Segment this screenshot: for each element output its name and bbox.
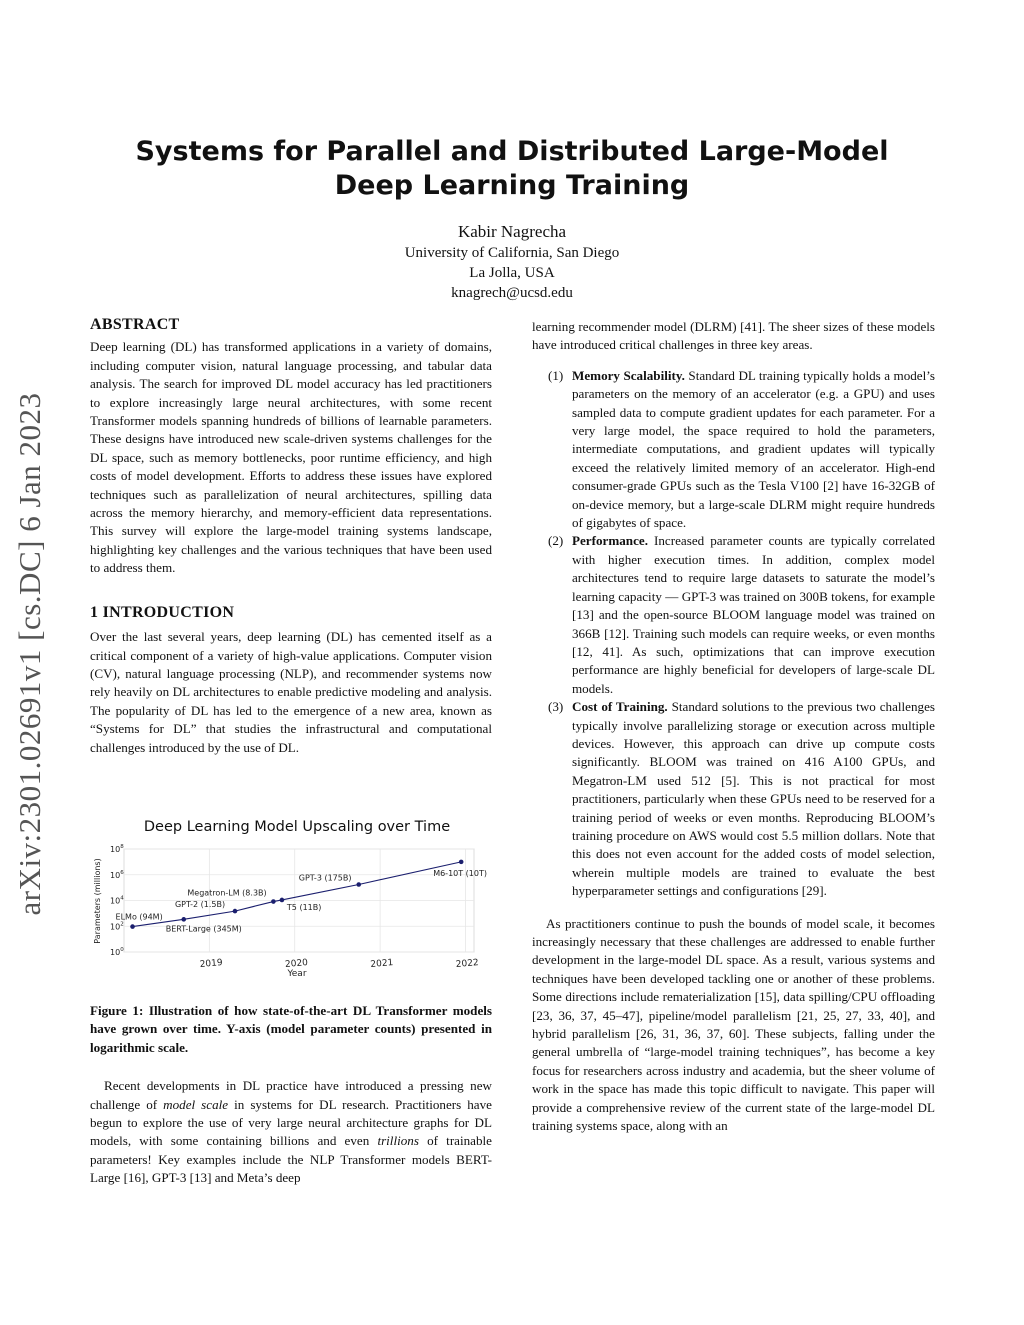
chart-data-point xyxy=(271,899,276,904)
author-email: knagrech@ucsd.edu xyxy=(451,285,573,301)
chart-point-label: GPT-2 (1.5B) xyxy=(174,900,226,910)
challenge-1-text: Standard DL training typically holds a model’s parameters on the memory of an accelerator (e.g. a GPU) and uses sampled data to compute gradient updates for each parameter. For a very large model, the space required to hold the parameters, intermediate computations, and gradient updates will typically exceed the relatively limited memory of an accelerator. High-end consumer-grade GPUs such as the Tesla V100 [2] have 16-32GB of on-device memory, but a large-scale DLRM might require hundreds of gigabytes of space. xyxy=(572,367,935,531)
chart-y-label: Parameters (millions) xyxy=(93,858,102,944)
challenge-2-title: Performance. xyxy=(572,533,648,549)
challenge-2-text: Increased parameter counts are typically correlated with higher execution times. In addition, complex model architectures tend to require large datasets to saturate the model’s learning capacity — GPT-3 was trained on 300B tokens, for example [13] and the open-source BLOOM language model was trained on 366B [12]. Training such models can require weeks, or even months [12, 41]. As such, optimizations that can improve execution performance are highly beneficial for developers of large-scale DL models. xyxy=(572,533,935,696)
chart-data-point xyxy=(181,917,186,922)
left-column-top xyxy=(90,316,492,757)
chart-point-label: M6-10T (10T) xyxy=(433,868,487,878)
arxiv-side-label: arXiv:2301.02691v1 [cs.DC] 6 Jan 2023 xyxy=(12,392,47,916)
chart-point-label: BERT-Large (345M) xyxy=(165,924,242,934)
right-paragraph-bottom: As practitioners continue to push the bounds of model scale, it becomes increasingly necessary that these challenges are addressed to enable further development in the large-model DL space. As a result, various systems and techniques have been developed tackling one or another of these problems. Some directions include rematerialization [15], data spilling/CPU offloading [23, 36, 37, 45–47], pipeline/model parallelism [21, 25, 27, 33, 40], and hybrid parallelism [26, 31, 36, 37, 60]. These subjects, falling under the general umbrella of “large-model training techniques”, has become a key focus for researchers across industry and academia, but the sheer volume of work in the space has made this topic difficult to navigate. This paper will provide a comprehensive review of the current state of the large-model DL training systems space, along with an xyxy=(532,915,935,1134)
chart-data-point xyxy=(356,882,361,887)
chart-y-tick-label: $10^8$ xyxy=(110,844,124,854)
chart-x-tick-label: 2019 xyxy=(199,958,224,970)
challenge-3-text: Standard solutions to the previous two challenges typically involve parallelizing storage or execution across multiple devices. However, this approach can drive up compute costs significantly. BLOOM was trained on 416 A100 GPUs, and Megatron-LM used 512 [5]. This is not practical for most practitioners, particularly when these GPUs need to be reserved for a training period of weeks or even months. Reproducing BLOOM’s training procedure on AWS would cost 5.5 million dollars. Note that this does not even account for the added costs of model selection, wherein multiple models are trained to evaluate the best hyperparameter settings and configurations [29]. xyxy=(572,699,935,899)
abstract-text: Deep learning (DL) has transformed applications in a variety of domains, including computer vision, natural language processing, and tabular data analysis. The search for improved DL model accuracy has led practitioners to explore increasingly large neural architectures, with some recent Transformer models spanning hundreds of billions of learnable parameters. These designs have introduced new scale-driven systems challenges for the DL space, such as memory bottlenecks, poor runtime efficiency, and high costs of model development. Efforts to address these issues have explored techniques such as parallelization of neural architectures, spilling data across the memory hierarchy, and memory-efficient data representations. This survey will explore the large-model training systems landscape, highlighting key challenges and the various techniques that have been used to address them. xyxy=(90,339,492,576)
right-column xyxy=(532,318,935,1135)
chart-title: Deep Learning Model Upscaling over Time xyxy=(143,819,451,835)
challenge-2-number: (2) xyxy=(548,533,564,549)
paper-title: Systems for Parallel and Distributed Large-Model Deep Learning Training xyxy=(135,136,889,201)
chart-y-tick-label: $10^2$ xyxy=(110,921,124,932)
figure-1-chart xyxy=(90,812,492,988)
author-block xyxy=(312,221,712,303)
chart-series-line xyxy=(133,862,462,927)
chart-y-tick-label: $10^0$ xyxy=(110,947,124,957)
author-affiliation: University of California, San Diego xyxy=(404,245,620,261)
chart-point-label: ELMo (94M) xyxy=(115,912,163,922)
chart-y-tick-label: $10^6$ xyxy=(110,869,124,880)
challenges-list xyxy=(532,367,935,901)
challenge-item-1 xyxy=(532,367,935,533)
challenge-1-title: Memory Scalability. xyxy=(572,367,685,383)
challenge-1-number: (1) xyxy=(548,367,564,383)
right-paragraph-top: learning recommender model (DLRM) [41]. The sheer sizes of these models have introduced critical challenges in three key areas. xyxy=(532,319,935,353)
challenge-3-title: Cost of Training. xyxy=(572,699,668,715)
intro-p2-em-model-scale: model scale xyxy=(163,1096,229,1112)
chart-data-point xyxy=(280,898,285,903)
chart-x-tick-label: 2020 xyxy=(284,958,309,970)
chart-x-label: Year xyxy=(287,969,307,979)
chart-point-label: T5 (11B) xyxy=(286,902,322,912)
chart-svg xyxy=(90,812,492,988)
chart-point-label: GPT-3 (175B) xyxy=(298,873,352,883)
chart-point-label: Megatron-LM (8.3B) xyxy=(187,888,267,898)
chart-x-tick-label: 2021 xyxy=(370,958,394,970)
intro-paragraph-2 xyxy=(90,1077,492,1187)
intro-paragraph-1: Over the last several years, deep learning (DL) has cemented itself as a critical component of a variety of high-value applications. Computer vision (CV), natural language processing (NLP), and recommender systems now rely heavily on DL architectures to enable predictive modeling and analysis. The popularity of DL has led to the emergence of a new area, known as “Systems for DL” that studies the infrastructural and computational challenges introduced by the use of DL. xyxy=(90,629,492,755)
author-name: Kabir Nagrecha xyxy=(457,222,567,241)
chart-y-tick-label: $10^4$ xyxy=(110,895,124,906)
author-location: La Jolla, USA xyxy=(469,265,555,281)
intro-heading: 1 INTRODUCTION xyxy=(90,603,235,621)
challenge-item-2 xyxy=(532,532,935,698)
figure-caption: Figure 1: Illustration of how state-of-the-art DL Transformer models have grown over time. Y-axis (model parameter counts) presented in logarithmic scale. xyxy=(90,1003,492,1055)
chart-data-point xyxy=(130,924,135,929)
chart-x-tick-label: 2022 xyxy=(455,958,480,970)
intro-p2-part-a: Recent developments in DL practice have introduced a pressing new challenge of xyxy=(90,1078,492,1112)
intro-p2-em-trillions: trillions xyxy=(377,1133,419,1149)
chart-data-point xyxy=(459,860,464,865)
intro-p2-part-c: of trainable parameters! Key examples include the NLP Transformer models BERT-Large [16], GPT-3 [13] and Meta’s deep xyxy=(90,1133,492,1186)
abstract-heading: ABSTRACT xyxy=(90,316,180,333)
challenge-item-3 xyxy=(532,698,935,900)
left-column-bottom xyxy=(90,1002,492,1188)
intro-p2-part-b: in systems for DL research. Practitioners have begun to explore the use of very large neural architecture graphs for DL models, with some containing billions and even xyxy=(90,1096,492,1149)
chart-data-point xyxy=(233,909,238,914)
challenge-3-number: (3) xyxy=(548,699,564,715)
